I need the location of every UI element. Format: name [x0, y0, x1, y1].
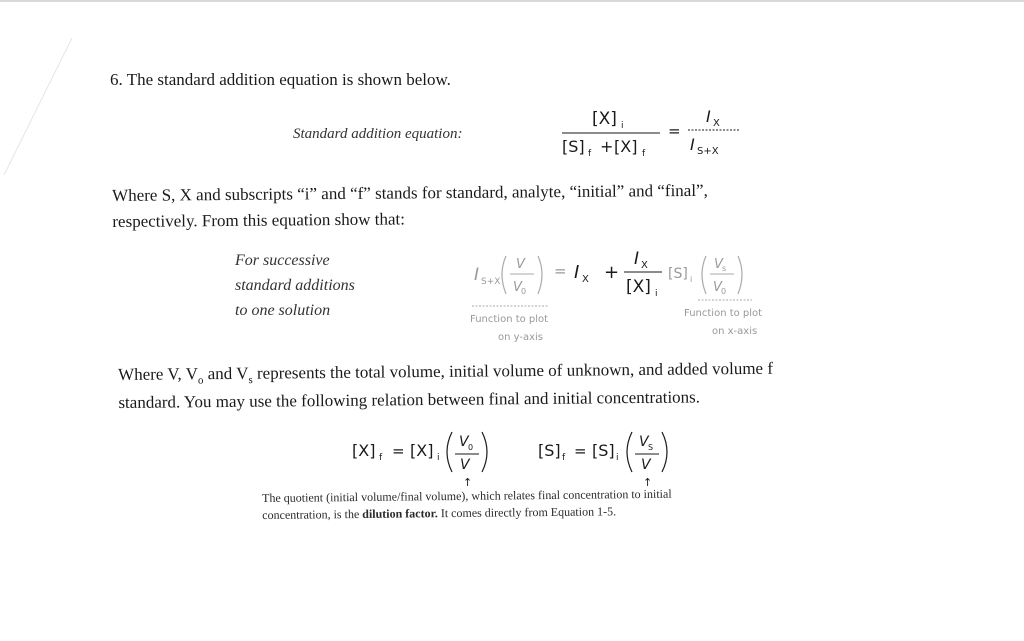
xf: [X]: [352, 441, 376, 460]
s-vs-sub: S: [648, 443, 654, 452]
where2-a: Where V, V: [118, 364, 199, 384]
successive-additions-label: [235, 248, 355, 323]
frac-num-sub: X: [641, 260, 648, 271]
successive-line-1: For successive: [235, 252, 330, 269]
rhs-numerator-sub: X: [713, 118, 720, 129]
rhs-denominator-sub: S+X: [697, 146, 719, 157]
lhs-intensity-sub: S+X: [481, 277, 501, 287]
standard-addition-label: Standard addition equation:: [293, 126, 463, 142]
lhs-v0-sub: 0: [521, 287, 527, 296]
y-axis-label-2: on y-axis: [498, 332, 544, 343]
standard-addition-equation: [560, 100, 750, 162]
s-vs: V: [639, 434, 649, 450]
lhs-den-plus: +: [600, 137, 614, 156]
where2-b: and V: [203, 363, 249, 384]
x-arrow: ↑: [463, 476, 473, 489]
caption-dilution-factor: dilution factor.: [362, 506, 438, 522]
rhs-s: [S]: [668, 266, 688, 282]
rhs-open-paren: [702, 256, 706, 294]
dilution-equals-2: =: [574, 442, 587, 460]
s-open-paren: [627, 432, 632, 472]
rhs-close-paren: [738, 256, 742, 294]
lhs-intensity: I: [474, 265, 480, 285]
lhs-den-s-sub: f: [588, 149, 592, 159]
x-open-paren: [447, 432, 452, 472]
lhs-v: V: [516, 257, 525, 272]
top-border: [0, 0, 1024, 2]
rhs-intensity: I: [574, 262, 580, 283]
successive-line-3: to one solution: [235, 302, 331, 319]
rhs-vs-sub: s: [722, 264, 727, 273]
successive-line-2: standard additions: [235, 277, 355, 294]
xi-sub: i: [437, 453, 440, 463]
lhs-numerator: [X]: [592, 109, 617, 129]
where2-c: represents the total volume, initial volume of unknown, and added volume f: [252, 358, 774, 383]
si-sub: i: [616, 453, 619, 463]
where-paragraph-1: [112, 176, 942, 236]
lhs-den-x: [X]: [614, 137, 638, 156]
where2-sub-s: s: [248, 374, 253, 387]
frac-den: [X]: [626, 277, 651, 297]
rhs-s-sub: i: [690, 275, 693, 284]
rhs-intensity-sub: X: [582, 274, 589, 285]
sf: [S]: [538, 441, 561, 460]
xf-sub: f: [379, 453, 383, 463]
frac-den-sub: i: [655, 289, 658, 299]
question-number: 6.: [110, 70, 123, 89]
x-v0-sub: 0: [468, 443, 474, 452]
dilution-caption: [262, 484, 822, 525]
x-close-paren: [482, 432, 487, 472]
successive-plus: +: [604, 262, 620, 283]
sf-sub: f: [562, 453, 566, 463]
where2-sub-o: o: [197, 374, 204, 387]
rhs-v0-sub: 0: [721, 287, 727, 296]
x-axis-label-2: on x-axis: [712, 326, 758, 337]
where-paragraph-2: [118, 354, 938, 415]
x-axis-label-1: Function to plot: [684, 308, 763, 319]
s-v: V: [641, 457, 651, 473]
caption-line-2b: It comes directly from Equation 1-5.: [437, 504, 617, 521]
xi: [X]: [410, 441, 434, 460]
si: [S]: [592, 441, 615, 460]
dilution-equations: [352, 418, 692, 490]
equals-sign: =: [668, 122, 681, 140]
lhs-numerator-sub: i: [621, 121, 624, 131]
x-v: V: [460, 457, 470, 473]
scan-artifact-line: [0, 0, 120, 200]
where2-line-2: standard. You may use the following relation between final and initial concentrations.: [118, 387, 701, 412]
rhs-denominator: I: [690, 135, 695, 154]
rhs-vs: V: [714, 257, 723, 272]
lhs-open-paren: [502, 256, 506, 294]
y-axis-label-1: Function to plot: [470, 314, 549, 325]
rhs-numerator: I: [706, 107, 711, 126]
lhs-den-x-sub: f: [642, 149, 646, 159]
question-intro: The standard addition equation is shown below.: [126, 70, 451, 89]
question-title: [110, 70, 451, 90]
caption-line-2a: concentration, is the: [262, 507, 363, 523]
frac-num-intensity: I: [634, 249, 640, 269]
s-close-paren: [662, 432, 667, 472]
lhs-den-s: [S]: [562, 137, 585, 156]
lhs-close-paren: [538, 256, 542, 294]
caption-line-1: The quotient (initial volume/final volume), which relates final concentration to initial: [262, 486, 672, 505]
rhs-v0: V: [713, 280, 722, 295]
x-v0: V: [459, 434, 469, 450]
s-arrow: ↑: [643, 476, 653, 489]
lhs-v0: V: [513, 280, 522, 295]
where-line-2: respectively. From this equation show that:: [112, 209, 405, 232]
dilution-equals-1: =: [392, 442, 405, 460]
successive-addition-equation: [462, 236, 802, 356]
where-line-1: Where S, X and subscripts “i” and “f” stands for standard, analyte, “initial” and “final”,: [112, 180, 708, 205]
successive-equals: =: [554, 262, 567, 280]
